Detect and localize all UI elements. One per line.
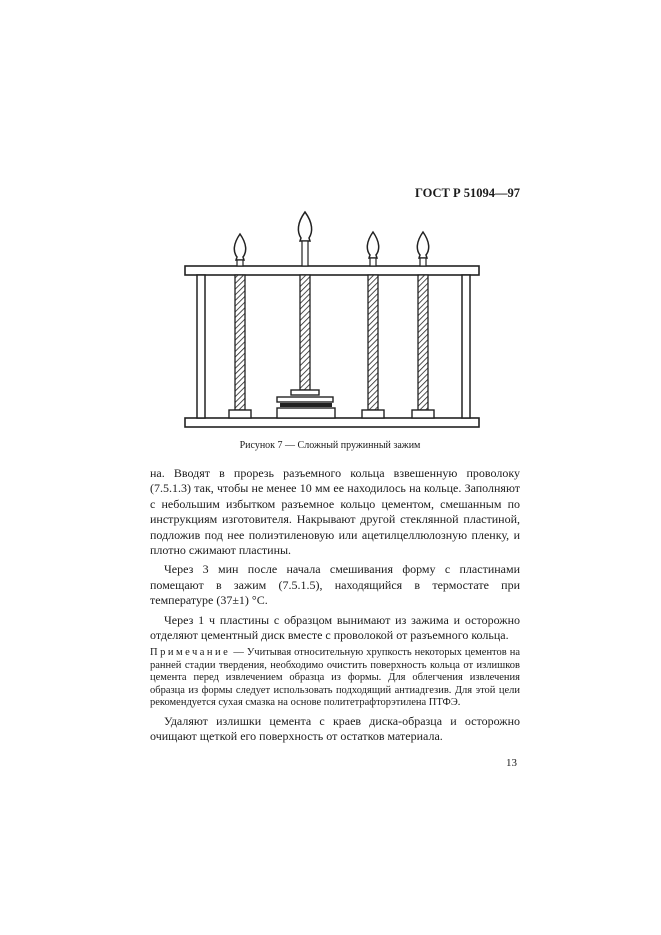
body-text — [150, 466, 520, 749]
figure-spring-clamp — [180, 208, 485, 443]
note-label: Примечание — [150, 647, 231, 659]
bottom-plate — [185, 418, 479, 427]
screw-2 — [277, 212, 335, 418]
standard-code: ГОСТ Р 51094—97 — [414, 186, 520, 200]
paragraph-3: Через 1 ч пластины с образцом вынимают из зажима и осторожно отделяют цементный диск вместе с проволокой от разъемного кольца. — [150, 612, 520, 643]
screw-4 — [412, 232, 434, 418]
top-plate — [185, 266, 479, 275]
note-text: — Учитывая относительную хрупкость некоторых цементов на ранней стадии твердения, необходимо очистить поверхность кольца от излишков цемента перед извлечением образца из формы. Для облегчения извлечения образца из формы следует использовать подходящий антиадгезив. Для этой цели рекомендуется сухая смазка на основе политетрафторэтилена ПТФЭ. — [150, 647, 521, 709]
screw-3 — [362, 232, 384, 418]
page-number: 13 — [506, 757, 517, 769]
paragraph-4: Удаляют излишки цемента с краев диска-образца и осторожно очищают щеткой его поверхность от остатков материала. — [150, 713, 520, 744]
right-post — [462, 275, 470, 418]
left-post — [197, 275, 205, 418]
figure-caption: Рисунок 7 — Сложный пружинный зажим — [239, 440, 421, 451]
paragraph-2: Через 3 мин после начала смешивания форму с пластинами помещают в зажим (7.5.1.5), находящийся в термостате при температуре (37±1) °С. — [150, 562, 520, 608]
screw-1 — [229, 234, 251, 418]
note — [150, 647, 520, 710]
paragraph-1: на. Вводят в прорезь разъемного кольца взвешенную проволоку (7.5.1.3) так, чтобы не менее 10 мм ее находилось на кольце. Заполняют с небольшим избытком разъемное кольцо цементом, смешанным по инструкциям изготовителя. Накрывают другой стеклянной пластиной, подложив под нее полиэтиленовую или ацетилцеллюлозную пленку, и плотно сжимают пластины. — [150, 466, 520, 558]
spring-clamp-drawing — [180, 208, 485, 438]
